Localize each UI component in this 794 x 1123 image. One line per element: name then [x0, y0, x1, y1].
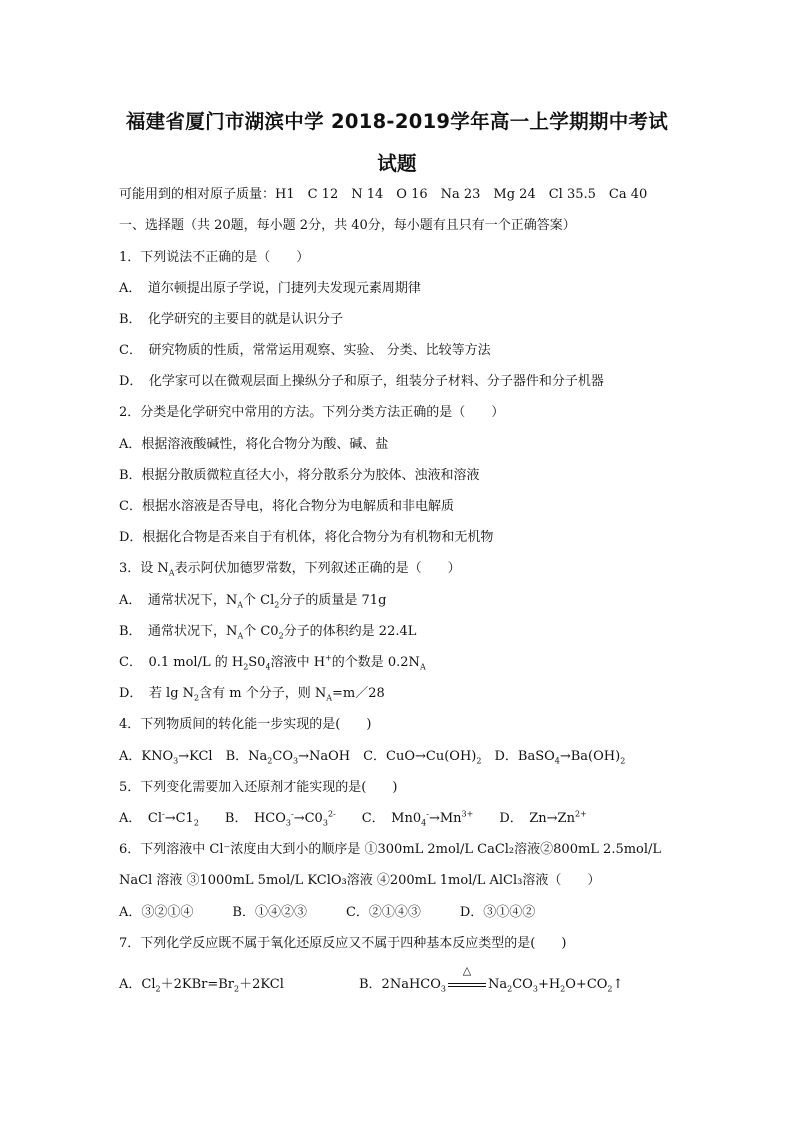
sub: 2	[620, 756, 626, 766]
txt: A．Cl	[119, 977, 156, 992]
sup: 2-	[327, 809, 336, 819]
exam-title-line1: 福建省厦门市湖滨中学 2018-2019学年高一上学期期中考试	[125, 110, 669, 133]
txt: →KCl B．Na	[178, 749, 268, 764]
q3-option-b	[119, 624, 416, 640]
q4-stem: 4．下列物质间的转化能一步实现的是( )	[119, 717, 372, 732]
txt: 分子的体积约是 22.4L	[283, 624, 417, 639]
sub: 2	[267, 756, 273, 766]
q2-option-a: A．根据溶液酸碱性，将化合物分为酸、碱、盐	[119, 437, 389, 452]
q1-option-c: C． 研究物质的性质，常常运用观察、实验、 分类、比较等方法	[119, 343, 491, 358]
q2-stem: 2．分类是化学研究中常用的方法。下列分类方法正确的是（ ）	[119, 405, 505, 420]
q2-option-c: C．根据水溶液是否导电，将化合物分为电解质和非电解质	[119, 499, 454, 514]
sub: 3	[440, 984, 446, 994]
txt: ＋2KBr=Br	[160, 977, 235, 992]
q4-options	[119, 749, 625, 765]
txt: A． 通常状况下，N	[119, 593, 238, 608]
sup: +	[325, 653, 332, 663]
heat-delta-icon: △	[462, 964, 472, 977]
txt: 的个数是 0.2N	[331, 655, 420, 670]
exam-title-line2: 试题	[377, 152, 417, 175]
q7-option-a	[119, 977, 284, 993]
q7-option-b	[359, 964, 624, 994]
txt: D．BaSO	[481, 749, 555, 764]
sub: 2	[560, 984, 566, 994]
txt: 个 Cl	[243, 593, 275, 608]
q2-option-d: D．根据化合物是否来自于有机体，将化合物分为有机物和无机物	[119, 530, 494, 545]
sup: -	[162, 809, 165, 819]
q3-option-c	[119, 655, 426, 671]
q2-option-b: B．根据分散质微粒直径大小，将分散系分为胶体、浊液和溶液	[119, 468, 480, 483]
q3-option-d	[119, 686, 385, 702]
sub: 2	[243, 662, 249, 672]
sub: 4	[421, 818, 427, 828]
q3-stem-text-2: 表示阿伏加德罗常数，下列叙述正确的是（ ）	[174, 561, 461, 576]
sub: 2	[274, 600, 280, 610]
sub: 2	[507, 984, 513, 994]
double-line	[448, 983, 486, 987]
txt: C． 0.1 mol/L 的 H	[119, 655, 244, 670]
sub: 2	[194, 693, 200, 703]
txt: →C1	[164, 811, 194, 826]
sub: 3	[532, 984, 538, 994]
sub: 2	[607, 984, 613, 994]
sub: 2	[278, 631, 284, 641]
txt: +H	[537, 977, 561, 992]
sub: A	[326, 693, 333, 703]
sup: -	[426, 809, 429, 819]
q3-stem-sub: A	[168, 568, 175, 578]
txt: CO	[272, 749, 293, 764]
txt: CO	[512, 977, 533, 992]
q7-stem: 7．下列化学反应既不属于氧化还原反应又不属于四种基本反应类型的是( )	[119, 936, 567, 951]
q1-stem: 1．下列说法不正确的是（ ）	[119, 250, 310, 265]
txt: A． Cl	[119, 811, 162, 826]
sub: 2	[476, 756, 482, 766]
txt: A．KNO	[119, 749, 174, 764]
q1-option-d: D． 化学家可以在微观层面上操纵分子和原子，组装分子材料、分子器件和分子机器	[119, 374, 604, 389]
q3-option-a	[119, 593, 386, 609]
section-heading: 一、选择题（共 20题，每小题 2分，共 40分，每小题有且只有一个正确答案）	[119, 218, 576, 233]
txt: Na	[488, 977, 508, 992]
q6-stem-line2: NaCl 溶液 ③1000mL 5mol/L KClO₃溶液 ④200mL 1mol/L AlCl₃溶液（ ）	[119, 873, 601, 888]
q6-options: A．③②①④ B．①④②③ C．②①④③ D．③①④②	[119, 905, 536, 920]
q1-option-b: B． 化学研究的主要目的就是认识分子	[119, 312, 344, 327]
sub: 2	[193, 818, 199, 828]
q3-stem-text: 3．设 N	[119, 561, 169, 576]
sub: 4	[265, 662, 271, 672]
sub: 3	[292, 756, 299, 766]
atomic-masses: 可能用到的相对原子质量：H1 C 12 N 14 O 16 Na 23 Mg 24 Cl 35.5 Ca 40	[119, 187, 648, 202]
txt: ＋2KCl	[239, 977, 284, 992]
txt: →C0	[293, 811, 323, 826]
txt: →Mn	[428, 811, 462, 826]
q6-stem-line1: 6．下列溶液中 Cl⁻浓度由大到小的顺序是 ①300mL 2mol/L CaCl₂溶液②800mL 2.5mol/L	[119, 842, 662, 857]
q5-stem: 5．下列变化需要加入还原剂才能实现的是( )	[119, 780, 398, 795]
txt: B． 通常状况下，N	[119, 624, 238, 639]
sup: -	[291, 809, 294, 819]
txt: B．2NaHCO	[359, 977, 441, 992]
sub: A	[237, 600, 244, 610]
txt: =m／28	[332, 686, 385, 701]
txt: 个 C0	[243, 624, 279, 639]
txt: B． HCO	[198, 811, 286, 826]
q5-options	[119, 811, 587, 827]
txt: 含有 m 个分子，则 N	[199, 686, 327, 701]
sub: 3	[285, 818, 292, 828]
sub: A	[419, 662, 426, 672]
sub: 2	[234, 984, 240, 994]
sub: 3	[322, 818, 328, 828]
sub: 4	[554, 756, 560, 766]
sub: 2	[155, 984, 161, 994]
txt: 溶液中 H	[270, 655, 326, 670]
q3-stem	[119, 561, 461, 577]
sub: A	[237, 631, 244, 641]
txt: S0	[248, 655, 266, 670]
q1-option-a: A． 道尔顿提出原子学说，门捷列夫发现元素周期律	[119, 281, 421, 296]
txt: →NaOH C．CuO→Cu(OH)	[298, 749, 477, 764]
sup: 2+	[574, 809, 587, 819]
sub: 3	[173, 756, 179, 766]
txt: C． Mn0	[335, 811, 422, 826]
txt: O+CO	[565, 977, 608, 992]
txt: D． 若 lg N	[119, 686, 195, 701]
txt: ↑	[612, 977, 624, 992]
txt: D． Zn→Zn	[473, 811, 575, 826]
heat-equals-sign	[446, 964, 488, 993]
sup: 3+	[461, 809, 474, 819]
txt: →Ba(OH)	[559, 749, 621, 764]
txt: 分子的质量是 71g	[279, 593, 387, 608]
